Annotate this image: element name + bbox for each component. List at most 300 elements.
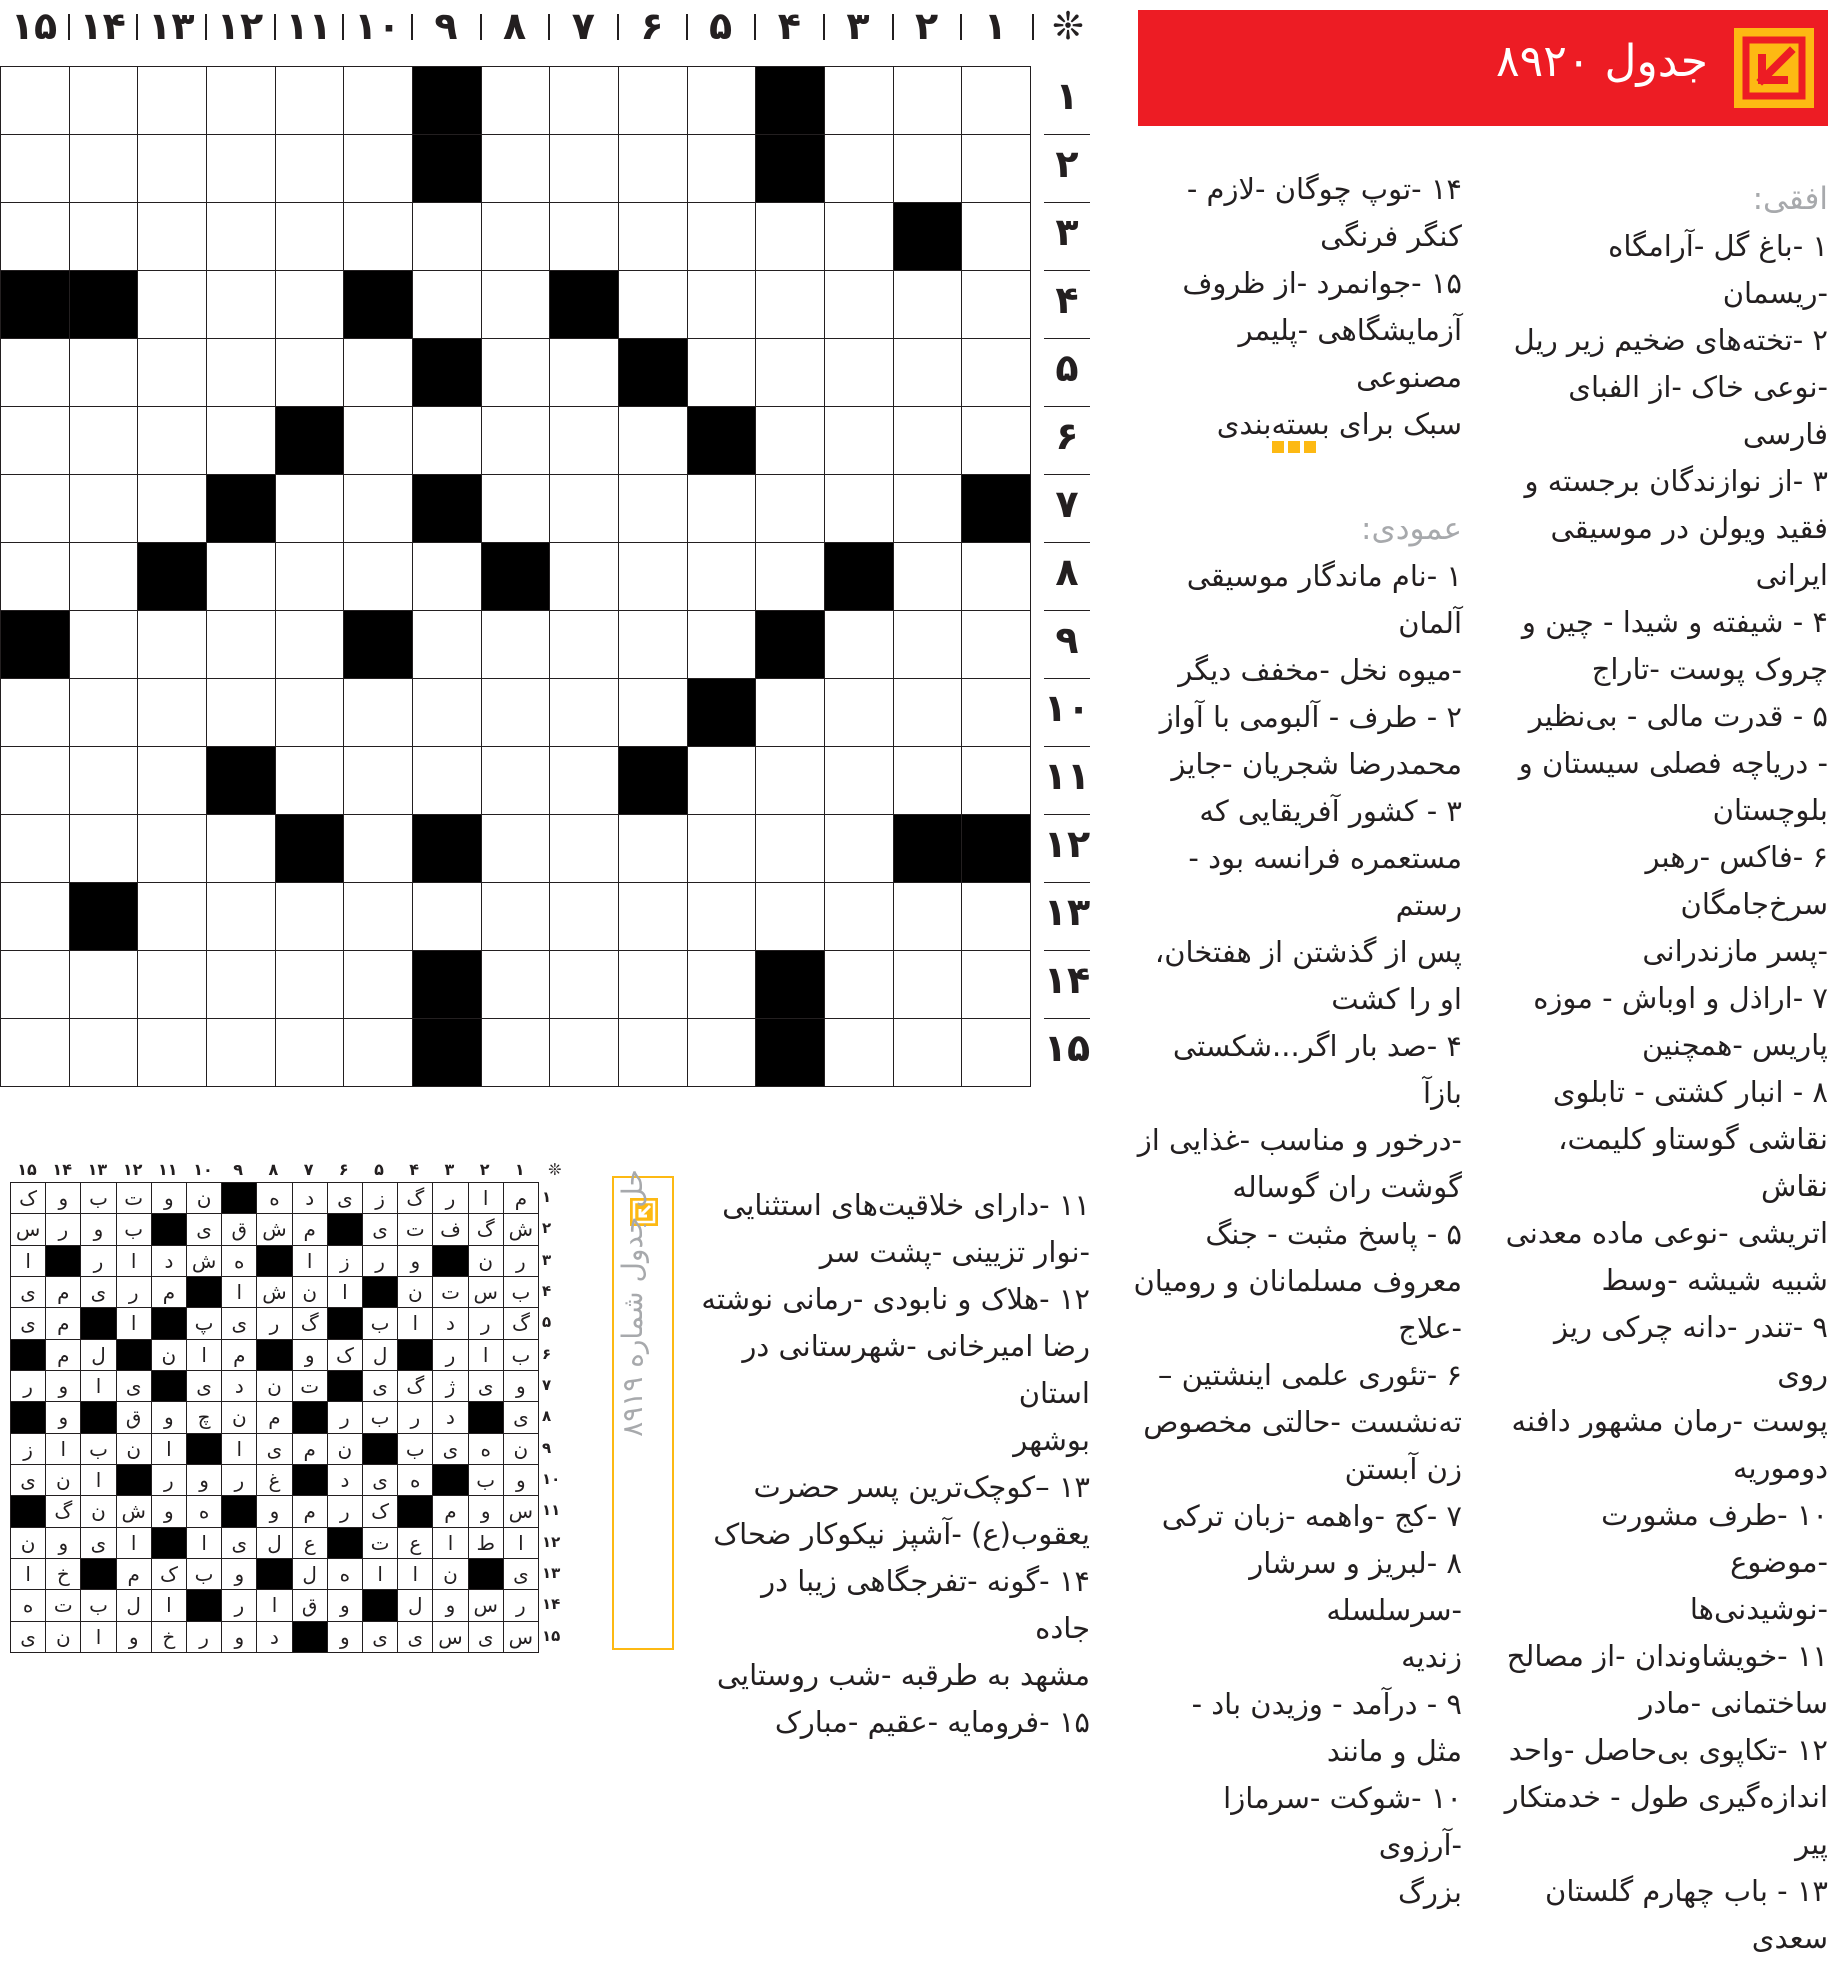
grid-cell[interactable] (549, 338, 619, 407)
grid-cell[interactable] (893, 406, 963, 475)
grid-cell[interactable] (755, 202, 825, 271)
grid-cell[interactable] (961, 542, 1031, 611)
grid-cell[interactable] (69, 474, 139, 543)
solution-block (186, 1433, 222, 1465)
grid-cell[interactable] (481, 338, 551, 407)
grid-cell[interactable] (206, 542, 276, 611)
row-number: ۱۲ (1043, 822, 1091, 866)
solution-cell: ی (327, 1182, 363, 1214)
grid-cell[interactable] (69, 338, 139, 407)
grid-cell[interactable] (275, 202, 345, 271)
grid-block (755, 610, 825, 679)
grid-cell[interactable] (412, 542, 482, 611)
grid-cell[interactable] (893, 678, 963, 747)
grid-cell[interactable] (893, 882, 963, 951)
grid-cell[interactable] (824, 950, 894, 1019)
grid-cell[interactable] (69, 542, 139, 611)
grid-cell[interactable] (69, 610, 139, 679)
solution-column-number: ۴ (409, 1160, 420, 1179)
horizontal-clue-line: پوست -رمان مشهور دافنه (1511, 1404, 1828, 1438)
grid-block (618, 746, 688, 815)
grid-cell[interactable] (755, 678, 825, 747)
grid-cell[interactable] (549, 134, 619, 203)
grid-cell[interactable] (137, 474, 207, 543)
grid-cell[interactable] (69, 746, 139, 815)
grid-cell[interactable] (481, 406, 551, 475)
solution-cell: ی (186, 1213, 222, 1245)
grid-cell[interactable] (687, 338, 757, 407)
grid-cell[interactable] (343, 882, 413, 951)
grid-column-header (0, 0, 1084, 52)
grid-cell[interactable] (618, 814, 688, 883)
grid-cell[interactable] (549, 542, 619, 611)
grid-block (69, 882, 139, 951)
solution-cell: ن (327, 1433, 363, 1465)
solution-grid (10, 1182, 570, 1652)
grid-cell[interactable] (275, 882, 345, 951)
grid-cell[interactable] (343, 474, 413, 543)
column-number: ۱۱ (285, 4, 332, 48)
solution-block (221, 1495, 257, 1527)
grid-cell[interactable] (137, 882, 207, 951)
grid-cell[interactable] (824, 474, 894, 543)
solution-cell: ی (256, 1433, 292, 1465)
grid-block (206, 474, 276, 543)
grid-cell[interactable] (206, 610, 276, 679)
grid-cell[interactable] (275, 610, 345, 679)
grid-cell[interactable] (893, 950, 963, 1019)
grid-cell[interactable] (69, 66, 139, 135)
grid-cell[interactable] (893, 610, 963, 679)
horizontal-clue-line: دوموریه (1732, 1451, 1828, 1485)
solution-cell: ک (362, 1495, 398, 1527)
grid-cell[interactable] (687, 610, 757, 679)
grid-cell[interactable] (481, 474, 551, 543)
horizontal-clue-line: ۸ - انبار کشتی - تابلوی (1552, 1075, 1828, 1109)
grid-cell[interactable] (687, 542, 757, 611)
grid-cell[interactable] (618, 678, 688, 747)
grid-cell[interactable] (343, 338, 413, 407)
grid-cell[interactable] (137, 610, 207, 679)
grid-cell[interactable] (481, 202, 551, 271)
grid-cell[interactable] (275, 1018, 345, 1087)
grid-cell[interactable] (893, 474, 963, 543)
solution-cell: ب (116, 1213, 152, 1245)
grid-block (343, 270, 413, 339)
grid-cell[interactable] (0, 338, 70, 407)
grid-block (481, 542, 551, 611)
grid-cell[interactable] (549, 474, 619, 543)
row-separator (1044, 202, 1090, 203)
grid-block (412, 950, 482, 1019)
solution-cell: د (327, 1464, 363, 1496)
grid-cell[interactable] (137, 134, 207, 203)
grid-cell[interactable] (824, 406, 894, 475)
grid-cell[interactable] (206, 1018, 276, 1087)
solution-cell: گ (45, 1495, 81, 1527)
solution-column-number: ۲ (479, 1160, 490, 1179)
grid-cell[interactable] (137, 950, 207, 1019)
grid-cell[interactable] (69, 134, 139, 203)
grid-cell[interactable] (275, 950, 345, 1019)
grid-cell[interactable] (549, 1018, 619, 1087)
solution-cell: ر (221, 1464, 257, 1496)
grid-cell[interactable] (137, 678, 207, 747)
solution-cell: ت (116, 1182, 152, 1214)
solution-block (151, 1213, 187, 1245)
grid-cell[interactable] (481, 814, 551, 883)
crossword-grid (0, 66, 1030, 1086)
solution-cell: چ (186, 1401, 222, 1433)
grid-cell[interactable] (206, 202, 276, 271)
solution-cell: و (151, 1401, 187, 1433)
grid-cell[interactable] (961, 270, 1031, 339)
solution-column-number: ۱۵ (17, 1160, 37, 1179)
grid-cell[interactable] (412, 270, 482, 339)
grid-cell[interactable] (755, 542, 825, 611)
grid-cell[interactable] (343, 746, 413, 815)
solution-column-number: ۱ (514, 1160, 525, 1179)
grid-cell[interactable] (687, 270, 757, 339)
grid-cell[interactable] (0, 814, 70, 883)
grid-cell[interactable] (824, 746, 894, 815)
horizontal-clue-line: کنگر فرنگی (1320, 219, 1462, 253)
grid-block (412, 474, 482, 543)
solution-block (362, 1433, 398, 1465)
grid-cell[interactable] (618, 542, 688, 611)
solution-cell: ی (10, 1464, 46, 1496)
solution-cell: ه (468, 1433, 504, 1465)
grid-block (412, 1018, 482, 1087)
grid-cell[interactable] (618, 882, 688, 951)
solution-cell: ه (256, 1182, 292, 1214)
solution-column-number: ۳ (444, 1160, 455, 1179)
grid-cell[interactable] (412, 882, 482, 951)
horizontal-clue-line: - دریاچه فصلی سیستان و (1518, 746, 1828, 780)
grid-cell[interactable] (549, 202, 619, 271)
header-star: ❊ (1052, 4, 1084, 48)
grid-cell[interactable] (687, 814, 757, 883)
grid-cell[interactable] (687, 882, 757, 951)
grid-cell[interactable] (69, 950, 139, 1019)
grid-cell[interactable] (0, 678, 70, 747)
grid-cell[interactable] (618, 202, 688, 271)
grid-cell[interactable] (0, 950, 70, 1019)
horizontal-clue-line: -پسر مازندرانی (1642, 934, 1828, 968)
grid-cell[interactable] (412, 746, 482, 815)
solution-cell: ق (292, 1589, 328, 1621)
grid-cell[interactable] (275, 134, 345, 203)
solution-cell: گ (397, 1182, 433, 1214)
grid-cell[interactable] (687, 474, 757, 543)
grid-cell[interactable] (824, 66, 894, 135)
solution-cell: ن (10, 1527, 46, 1559)
grid-cell[interactable] (206, 66, 276, 135)
grid-cell[interactable] (824, 270, 894, 339)
grid-cell[interactable] (824, 1018, 894, 1087)
grid-cell[interactable] (0, 882, 70, 951)
grid-cell[interactable] (549, 950, 619, 1019)
grid-cell[interactable] (549, 610, 619, 679)
grid-cell[interactable] (755, 746, 825, 815)
grid-cell[interactable] (961, 610, 1031, 679)
grid-cell[interactable] (0, 134, 70, 203)
column-separator (1032, 14, 1034, 40)
grid-cell[interactable] (275, 66, 345, 135)
grid-cell[interactable] (893, 746, 963, 815)
solution-cell: ر (151, 1464, 187, 1496)
solution-cell: ف (432, 1213, 468, 1245)
vertical-clue-line: مثل و مانند (1326, 1734, 1462, 1768)
grid-cell[interactable] (412, 678, 482, 747)
solution-cell: و (503, 1464, 539, 1496)
grid-cell[interactable] (206, 814, 276, 883)
vertical-clue-line: ۱۳ –کوچک‌ترین پسر حضرت (753, 1470, 1090, 1504)
grid-cell[interactable] (687, 134, 757, 203)
grid-cell[interactable] (137, 1018, 207, 1087)
grid-block (755, 134, 825, 203)
solution-cell: ل (397, 1589, 433, 1621)
solution-cell: ر (327, 1495, 363, 1527)
grid-cell[interactable] (69, 1018, 139, 1087)
grid-cell[interactable] (618, 950, 688, 1019)
grid-cell[interactable] (549, 66, 619, 135)
grid-cell[interactable] (137, 66, 207, 135)
grid-cell[interactable] (893, 542, 963, 611)
grid-block (961, 814, 1031, 883)
grid-cell[interactable] (275, 746, 345, 815)
grid-cell[interactable] (824, 202, 894, 271)
grid-cell[interactable] (687, 1018, 757, 1087)
grid-cell[interactable] (961, 1018, 1031, 1087)
solution-cell: م (45, 1339, 81, 1371)
grid-cell[interactable] (481, 950, 551, 1019)
grid-cell[interactable] (961, 882, 1031, 951)
grid-cell[interactable] (137, 406, 207, 475)
solution-cell: ت (432, 1276, 468, 1308)
solution-cell: ن (397, 1276, 433, 1308)
grid-cell[interactable] (137, 746, 207, 815)
solution-cell: گ (503, 1307, 539, 1339)
solution-cell: م (151, 1276, 187, 1308)
solution-cell: ن (432, 1558, 468, 1590)
vertical-clue-line: بوشهر (1013, 1423, 1090, 1457)
grid-cell[interactable] (343, 134, 413, 203)
solution-block (45, 1245, 81, 1277)
grid-cell[interactable] (343, 950, 413, 1019)
grid-cell[interactable] (343, 66, 413, 135)
solution-cell: ق (116, 1401, 152, 1433)
solution-cell: ر (432, 1182, 468, 1214)
grid-cell[interactable] (618, 406, 688, 475)
solution-column-number: ۱۴ (52, 1160, 72, 1179)
grid-cell[interactable] (824, 882, 894, 951)
solution-column-number: ۹ (233, 1160, 244, 1179)
grid-cell[interactable] (275, 270, 345, 339)
grid-cell[interactable] (343, 1018, 413, 1087)
grid-cell[interactable] (549, 882, 619, 951)
grid-cell[interactable] (893, 66, 963, 135)
grid-cell[interactable] (137, 202, 207, 271)
grid-cell[interactable] (481, 270, 551, 339)
grid-cell[interactable] (549, 814, 619, 883)
grid-cell[interactable] (275, 338, 345, 407)
grid-cell[interactable] (343, 814, 413, 883)
grid-cell[interactable] (206, 270, 276, 339)
grid-cell[interactable] (893, 1018, 963, 1087)
grid-cell[interactable] (206, 338, 276, 407)
grid-cell[interactable] (137, 814, 207, 883)
grid-cell[interactable] (687, 202, 757, 271)
solution-block (80, 1558, 116, 1590)
grid-cell[interactable] (343, 678, 413, 747)
grid-cell[interactable] (755, 270, 825, 339)
grid-cell[interactable] (893, 134, 963, 203)
solution-cell: ن (151, 1339, 187, 1371)
grid-cell[interactable] (961, 678, 1031, 747)
grid-cell[interactable] (0, 406, 70, 475)
solution-cell: و (116, 1621, 152, 1653)
grid-cell[interactable] (69, 678, 139, 747)
grid-cell[interactable] (549, 406, 619, 475)
solution-cell: ی (221, 1307, 257, 1339)
solution-cell: ل (80, 1339, 116, 1371)
grid-cell[interactable] (206, 678, 276, 747)
grid-cell[interactable] (961, 66, 1031, 135)
solution-cell: پ (186, 1307, 222, 1339)
grid-cell[interactable] (961, 202, 1031, 271)
grid-cell[interactable] (206, 882, 276, 951)
grid-cell[interactable] (618, 66, 688, 135)
solution-cell: ا (10, 1245, 46, 1277)
grid-cell[interactable] (618, 474, 688, 543)
grid-cell[interactable] (412, 610, 482, 679)
row-number: ۱۳ (1043, 890, 1091, 934)
solution-block (256, 1339, 292, 1371)
grid-cell[interactable] (481, 678, 551, 747)
grid-cell[interactable] (961, 134, 1031, 203)
grid-cell[interactable] (137, 270, 207, 339)
horizontal-clue-line: ۳ -از نوازندگان برجسته و (1524, 464, 1828, 498)
grid-cell[interactable] (687, 66, 757, 135)
column-number: ۷ (571, 4, 595, 48)
grid-cell[interactable] (206, 950, 276, 1019)
solution-cell: و (503, 1370, 539, 1402)
grid-cell[interactable] (69, 202, 139, 271)
grid-cell[interactable] (961, 406, 1031, 475)
solution-cell: ی (468, 1370, 504, 1402)
column-number: ۱۳ (148, 4, 195, 48)
solution-cell: ا (116, 1307, 152, 1339)
grid-cell[interactable] (618, 270, 688, 339)
row-separator (1044, 270, 1090, 271)
grid-cell[interactable] (69, 814, 139, 883)
grid-cell[interactable] (961, 746, 1031, 815)
row-separator (1044, 406, 1090, 407)
grid-cell[interactable] (343, 406, 413, 475)
grid-cell[interactable] (755, 814, 825, 883)
grid-cell[interactable] (275, 678, 345, 747)
grid-cell[interactable] (824, 814, 894, 883)
grid-cell[interactable] (824, 610, 894, 679)
grid-cell[interactable] (755, 338, 825, 407)
grid-cell[interactable] (755, 882, 825, 951)
grid-cell[interactable] (0, 474, 70, 543)
solution-cell: ن (503, 1433, 539, 1465)
grid-cell[interactable] (755, 474, 825, 543)
solution-column-header (10, 1160, 570, 1180)
solution-cell: ا (80, 1370, 116, 1402)
grid-cell[interactable] (0, 746, 70, 815)
vertical-clue-line: مستعمره فرانسه بود - رستم (1188, 841, 1462, 922)
grid-cell[interactable] (412, 406, 482, 475)
solution-cell: ر (116, 1276, 152, 1308)
solution-cell: ن (186, 1182, 222, 1214)
row-separator (1044, 474, 1090, 475)
vertical-clue-line: ته‌نشست -حالتی مخصوص (1143, 1405, 1462, 1439)
grid-cell[interactable] (0, 202, 70, 271)
grid-cell[interactable] (206, 134, 276, 203)
grid-cell[interactable] (275, 474, 345, 543)
grid-block (137, 542, 207, 611)
grid-cell[interactable] (961, 950, 1031, 1019)
grid-cell[interactable] (824, 134, 894, 203)
grid-cell[interactable] (481, 610, 551, 679)
grid-cell[interactable] (755, 406, 825, 475)
horizontal-clue-line: ۱۲ -تکاپوی بی‌حاصل -واحد (1508, 1733, 1828, 1767)
grid-cell[interactable] (687, 746, 757, 815)
grid-cell[interactable] (0, 1018, 70, 1087)
grid-cell[interactable] (481, 746, 551, 815)
vertical-clue-line: ۴ -صد بار اگر...شکستی بازآ (1172, 1029, 1462, 1110)
grid-cell[interactable] (893, 270, 963, 339)
grid-cell[interactable] (481, 882, 551, 951)
grid-cell[interactable] (549, 746, 619, 815)
grid-cell[interactable] (343, 542, 413, 611)
vertical-clue-line: -میوه نخل -مخفف دیگر (1178, 653, 1462, 687)
grid-cell[interactable] (687, 950, 757, 1019)
grid-cell[interactable] (824, 338, 894, 407)
grid-cell[interactable] (481, 66, 551, 135)
grid-cell[interactable] (893, 338, 963, 407)
grid-cell[interactable] (206, 406, 276, 475)
grid-cell[interactable] (343, 202, 413, 271)
grid-cell[interactable] (824, 678, 894, 747)
grid-cell[interactable] (618, 134, 688, 203)
solution-cell: ش (256, 1276, 292, 1308)
solution-cell: ا (327, 1276, 363, 1308)
solution-cell: م (221, 1339, 257, 1371)
solution-block (292, 1401, 328, 1433)
grid-cell[interactable] (412, 202, 482, 271)
solution-cell: ی (10, 1621, 46, 1653)
grid-cell[interactable] (481, 134, 551, 203)
grid-cell[interactable] (481, 1018, 551, 1087)
grid-cell[interactable] (618, 610, 688, 679)
grid-cell[interactable] (0, 66, 70, 135)
horizontal-clue-line: ساختمانی -مادر (1639, 1686, 1828, 1720)
grid-cell[interactable] (961, 338, 1031, 407)
grid-cell[interactable] (549, 678, 619, 747)
grid-cell[interactable] (275, 542, 345, 611)
vertical-clue-line: بزرگ (1397, 1875, 1462, 1909)
grid-cell[interactable] (0, 542, 70, 611)
horizontal-clue-line: ۱۵ -جوانمرد -از ظروف (1182, 266, 1462, 300)
solution-cell: ا (221, 1276, 257, 1308)
solution-cell: خ (45, 1558, 81, 1590)
grid-cell[interactable] (137, 338, 207, 407)
grid-cell[interactable] (69, 406, 139, 475)
